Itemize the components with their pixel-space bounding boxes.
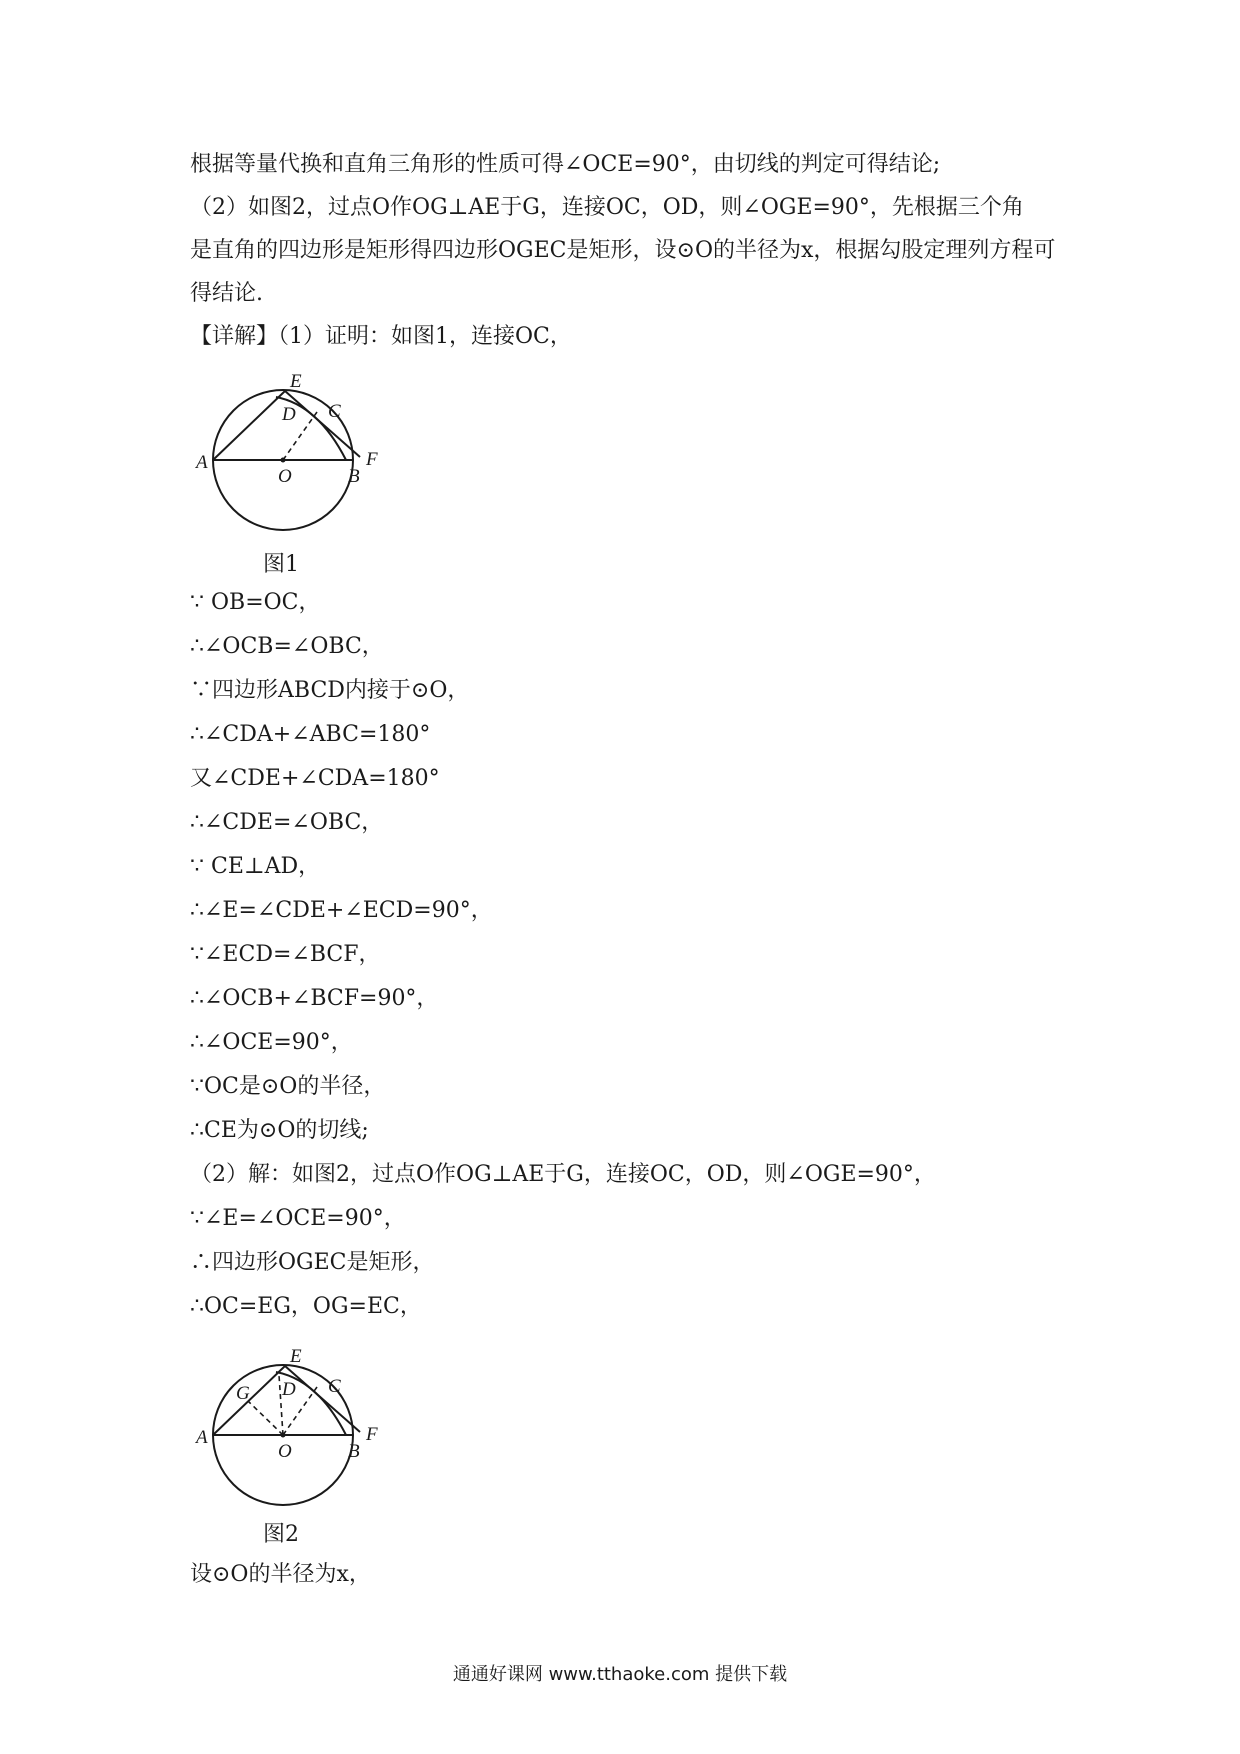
- proof-line: ∴CE为⊙O的切线;: [190, 1118, 369, 1143]
- last-line: 设⊙O的半径为x，: [190, 1562, 371, 1587]
- fig2-label-d: D: [282, 1379, 296, 1400]
- detail-heading: 【详解】（1）证明：如图1，连接OC，: [190, 324, 572, 349]
- fig2-label-f: F: [366, 1424, 378, 1445]
- proof-line: ∴四边形OGEC是矩形，: [190, 1250, 435, 1275]
- intro-line-1: 根据等量代换和直角三角形的性质可得∠OCE=90°，由切线的判定可得结论;: [190, 152, 941, 177]
- figure-2-diagram: [188, 1335, 398, 1510]
- figure-1-diagram: [188, 365, 388, 540]
- proof-line: ∴OC=EG，OG=EC，: [190, 1294, 422, 1319]
- proof-line: （2）解：如图2，过点O作OG⊥AE于G，连接OC，OD，则∠OGE=90°，: [190, 1162, 936, 1187]
- proof-line: ∵ OB=OC，: [190, 590, 321, 615]
- proof-line: ∴∠CDA+∠ABC=180°: [190, 722, 431, 747]
- proof-line: ∵OC是⊙O的半径，: [190, 1074, 386, 1099]
- fig1-label-a: A: [196, 452, 208, 473]
- proof-line: ∴∠OCB+∠BCF=90°，: [190, 986, 439, 1011]
- fig1-label-o: O: [278, 466, 292, 487]
- fig1-label-b: B: [348, 466, 360, 487]
- proof-line: ∵∠ECD=∠BCF，: [190, 942, 381, 967]
- proof-line: ∵ CE⊥AD，: [190, 854, 321, 879]
- proof-line: ∴∠OCB=∠OBC，: [190, 634, 384, 659]
- fig2-label-b: B: [348, 1441, 360, 1462]
- page-footer: 通通好课网 www.tthaoke.com 提供下载: [452, 1664, 788, 1685]
- figure-1-caption: 图1: [263, 552, 299, 577]
- proof-line: 又∠CDE+∠CDA=180°: [190, 766, 440, 791]
- proof-line: ∴∠CDE=∠OBC，: [190, 810, 384, 835]
- intro-line-2: （2）如图2，过点O作OG⊥AE于G，连接OC，OD，则∠OGE=90°，先根据三个角: [190, 195, 1024, 220]
- intro-line-3: 是直角的四边形是矩形得四边形OGEC是矩形，设⊙O的半径为x，根据勾股定理列方程可: [190, 238, 1056, 263]
- proof-line: ∵四边形ABCD内接于⊙O，: [190, 678, 470, 703]
- fig1-label-c: C: [328, 401, 341, 422]
- fig1-label-d: D: [282, 404, 296, 425]
- fig2-label-e: E: [290, 1346, 302, 1367]
- fig2-label-a: A: [196, 1427, 208, 1448]
- fig2-label-c: C: [328, 1376, 341, 1397]
- fig2-label-g: G: [236, 1383, 250, 1404]
- proof-line: ∵∠E=∠OCE=90°，: [190, 1206, 406, 1231]
- fig2-label-o: O: [278, 1441, 292, 1462]
- intro-line-4: 得结论.: [190, 281, 263, 306]
- figure-2-caption: 图2: [263, 1522, 299, 1547]
- proof-line: ∴∠OCE=90°，: [190, 1030, 353, 1055]
- fig1-label-e: E: [290, 371, 302, 392]
- fig1-label-f: F: [366, 449, 378, 470]
- proof-line: ∴∠E=∠CDE+∠ECD=90°，: [190, 898, 493, 923]
